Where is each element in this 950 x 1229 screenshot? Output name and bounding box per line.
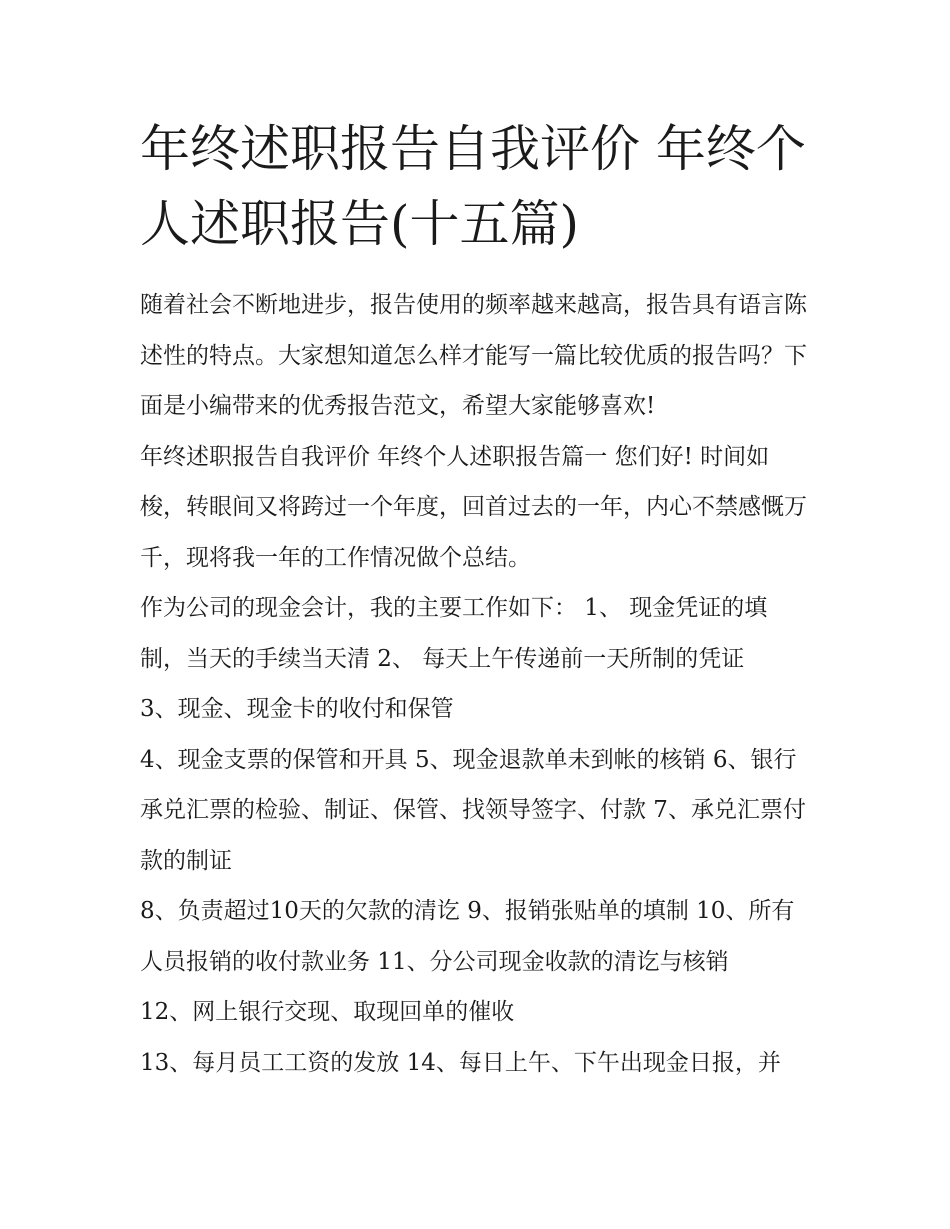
paragraph-duties: 作为公司的现金会计，我的主要工作如下： 1、 现金凭证的填制，当天的手续当天清 2、 每天上午传递前一天所制的凭证 xyxy=(140,595,768,672)
paragraph-item-3: 3、现金、现金卡的收付和保管 xyxy=(140,696,454,722)
paragraph-item-4-7: 4、现金支票的保管和开具 5、现金退款单未到帐的核销 6、银行承兑汇票的检验、制证、保管、找领导签字、付款 7、承兑汇票付款的制证 xyxy=(140,746,806,874)
document-page xyxy=(140,112,812,1088)
paragraph-intro: 随着社会不断地进步，报告使用的频率越来越高，报告具有语言陈述性的特点。大家想知道怎么样才能写一篇比较优质的报告吗？下面是小编带来的优秀报告范文，希望大家能够喜欢! xyxy=(140,292,807,419)
paragraph-item-13-14: 13、每月员工工资的发放 14、每日上午、下午出现金日报，并 xyxy=(140,1049,781,1076)
paragraph-opening: 年终述职报告自我评价 年终个人述职报告篇一 您们好! 时间如梭，转眼间又将跨过一个年度，回首过去的一年，内心不禁感慨万千，现将我一年的工作情况做个总结。 xyxy=(140,443,807,571)
paragraph-item-8-11: 8、负责超过10天的欠款的清讫 9、报销张贴单的填制 10、所有人员报销的收付款业务 11、分公司现金收款的清讫与核销 xyxy=(140,898,795,975)
paragraph-item-12: 12、网上银行交现、取现回单的催收 xyxy=(140,999,515,1025)
document-title: 年终述职报告自我评价 年终个人述职报告(十五篇) xyxy=(140,120,806,253)
